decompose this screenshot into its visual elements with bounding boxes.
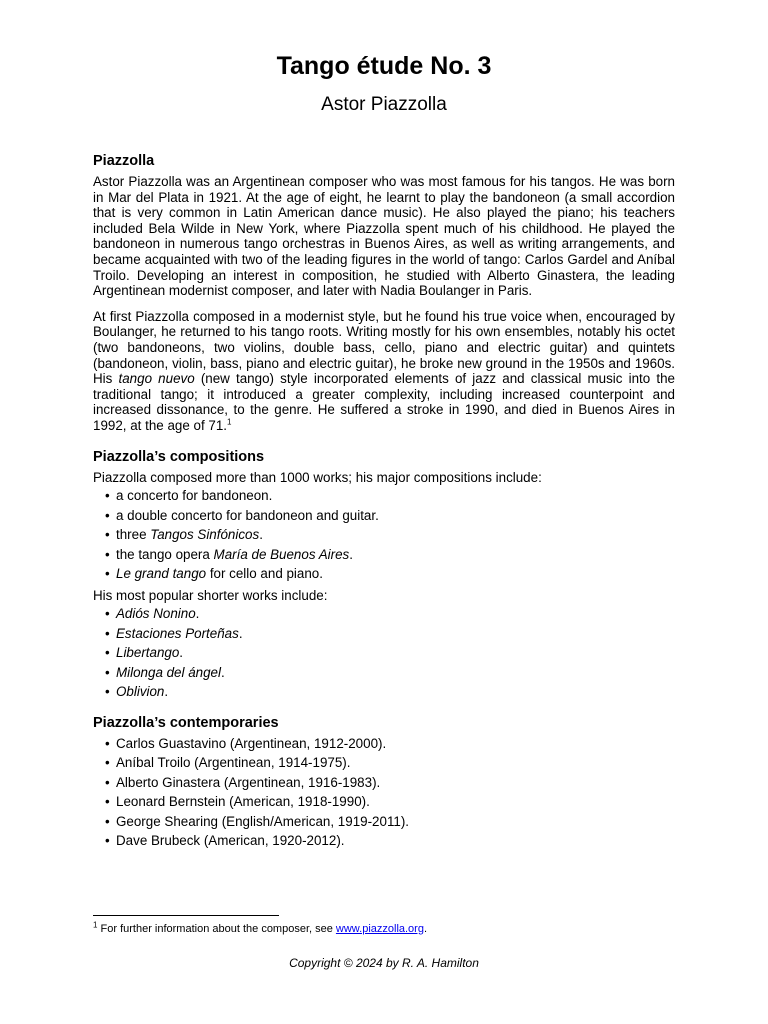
item-text: . bbox=[238, 625, 243, 641]
bullet-icon: • bbox=[105, 755, 110, 771]
item-text: Carlos Guastavino (Argentinean, 1912-2000). bbox=[116, 735, 387, 751]
document-body bbox=[93, 152, 675, 855]
emphasis-text: Libertango bbox=[116, 645, 180, 661]
emphasis-text: Adiós Nonino bbox=[116, 606, 196, 622]
item-text: for cello and piano. bbox=[206, 566, 323, 582]
list-item bbox=[105, 755, 675, 771]
emphasis-text: Milonga del ángel bbox=[116, 664, 221, 680]
item-text: . bbox=[164, 684, 169, 700]
footnote-reference[interactable]: 1 bbox=[227, 417, 232, 427]
bullet-icon: • bbox=[105, 527, 110, 543]
item-text: . bbox=[349, 546, 353, 562]
list-item bbox=[105, 645, 675, 661]
biography-paragraph-1: Astor Piazzolla was an Argentinean composer who was most famous for his tangos. He was born in Mar del Plata in 1921. At the age of eight, he learnt to play the bandoneon (a small accordion that is very common in Latin American dance music). He also played the piano; his teachers included Bela Wilde in New York, where Piazzolla spent much of his childhood. He played the bandoneon in numerous tango orchestras in Buenos Aires, as well as writing arrangements, and became acquainted with two of the leading figures in the world of tango: Carlos Gardel and Aníbal Troilo. Developing an interest in composition, he studied with Alberto Ginastera, the leading Argentinean modernist composer, and later with Nadia Boulanger in Paris. bbox=[93, 174, 675, 299]
contemporaries-list bbox=[93, 736, 675, 849]
item-text: . bbox=[195, 606, 200, 622]
item-text: a double concerto for bandoneon and guitar. bbox=[116, 507, 379, 523]
footnote bbox=[93, 922, 675, 936]
item-text: a concerto for bandoneon. bbox=[116, 488, 273, 504]
item-text: the tango opera bbox=[116, 546, 214, 562]
emphasis-text: Oblivion bbox=[116, 684, 165, 700]
paragraph-text: At first Piazzolla composed in a modernist style, but he found his true voice when, encouraged by Boulanger, he returned to his tango roots. Writing mostly for his own ensembles, notably his octet (two bandoneons, two violins, double bass, cello, piano and electric guitar) and quintets (bandoneon, violin, bass, piano and electric guitar), he broke new ground in the 1950s and 1960s. His bbox=[93, 308, 675, 387]
bullet-icon: • bbox=[105, 774, 110, 790]
list-item bbox=[105, 626, 675, 642]
item-text: . bbox=[220, 664, 225, 680]
emphasis-text: Tangos Sinfónicos bbox=[150, 527, 260, 543]
bullet-icon: • bbox=[105, 664, 110, 680]
bullet-icon: • bbox=[105, 546, 110, 562]
list-item bbox=[105, 606, 675, 622]
emphasis-text: María de Buenos Aires bbox=[213, 546, 350, 562]
shorter-works-list bbox=[93, 606, 675, 700]
emphasis-text: tango nuevo bbox=[118, 371, 195, 387]
list-item bbox=[105, 794, 675, 810]
list-item bbox=[105, 527, 675, 543]
list-item bbox=[105, 814, 675, 830]
bullet-icon: • bbox=[105, 625, 110, 641]
footnote-number: 1 bbox=[93, 920, 98, 930]
emphasis-text: Estaciones Porteñas bbox=[116, 625, 239, 641]
item-text: Aníbal Troilo (Argentinean, 1914-1975). bbox=[116, 755, 351, 771]
major-compositions-list bbox=[93, 488, 675, 582]
list-item bbox=[105, 566, 675, 582]
item-text: three bbox=[116, 527, 151, 543]
page-title: Tango étude No. 3 bbox=[276, 52, 492, 80]
item-text: Dave Brubeck (American, 1920-2012). bbox=[116, 833, 345, 849]
bullet-icon: • bbox=[105, 794, 110, 810]
footnote-divider bbox=[93, 915, 279, 916]
item-text: . bbox=[179, 645, 184, 661]
bullet-icon: • bbox=[105, 813, 110, 829]
piazzolla-website-link[interactable]: www.piazzolla.org bbox=[335, 923, 424, 935]
list-item bbox=[105, 833, 675, 849]
bullet-icon: • bbox=[105, 507, 110, 523]
list-item bbox=[105, 665, 675, 681]
list-item bbox=[105, 684, 675, 700]
list-item bbox=[105, 488, 675, 504]
item-text: Alberto Ginastera (Argentinean, 1916-1983). bbox=[116, 774, 381, 790]
compositions-intro: Piazzolla composed more than 1000 works; his major compositions include: bbox=[93, 469, 542, 485]
list-item bbox=[105, 508, 675, 524]
bullet-icon: • bbox=[105, 606, 110, 622]
bullet-icon: • bbox=[105, 645, 110, 661]
bullet-icon: • bbox=[105, 735, 110, 751]
copyright-notice: Copyright © 2024 by R. A. Hamilton bbox=[289, 956, 479, 970]
author-name: Astor Piazzolla bbox=[321, 94, 447, 115]
item-text: . bbox=[259, 527, 263, 543]
emphasis-text: Le grand tango bbox=[116, 566, 207, 582]
footnote-end: . bbox=[423, 923, 428, 935]
section-heading-compositions: Piazzolla’s compositions bbox=[93, 448, 265, 465]
shorter-works-intro: His most popular shorter works include: bbox=[93, 587, 328, 603]
footnote-text: For further information about the composer, see bbox=[97, 923, 336, 935]
paragraph-text: (new tango) style incorporated elements of jazz and classical music into the traditional tango; it introduced a greater complexity, including increased counterpoint and increased dissonance, to the genre. He suffered a stroke in 1990, and died in Buenos Aires in 1992, at the age of 71. bbox=[93, 371, 676, 433]
list-item bbox=[105, 547, 675, 563]
item-text: Leonard Bernstein (American, 1918-1990). bbox=[116, 794, 370, 810]
bullet-icon: • bbox=[105, 833, 110, 849]
list-item bbox=[105, 736, 675, 752]
section-heading-contemporaries: Piazzolla’s contemporaries bbox=[93, 714, 279, 731]
item-text: George Shearing (English/American, 1919-2011). bbox=[116, 813, 410, 829]
bullet-icon: • bbox=[105, 566, 110, 582]
biography-paragraph-2 bbox=[93, 309, 675, 434]
bullet-icon: • bbox=[105, 684, 110, 700]
bullet-icon: • bbox=[105, 488, 110, 504]
list-item bbox=[105, 775, 675, 791]
section-heading-piazzolla: Piazzolla bbox=[93, 153, 155, 169]
